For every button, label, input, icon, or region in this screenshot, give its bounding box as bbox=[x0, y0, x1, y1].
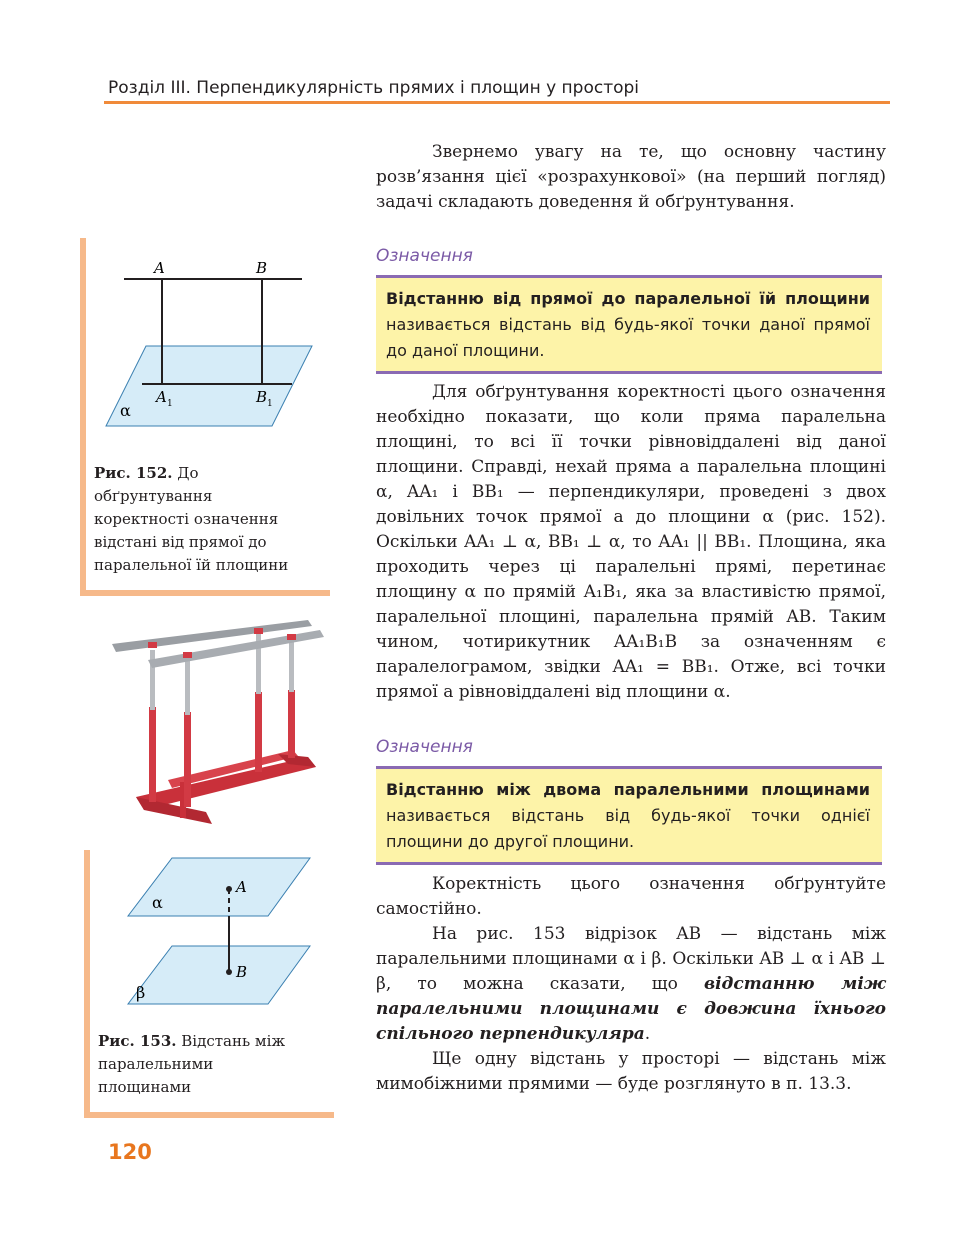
point-b bbox=[226, 969, 232, 975]
fig153-caption-label: Рис. 153. bbox=[98, 1032, 177, 1050]
definition-1-text: називається відстань від будь-якої точки даної прямої до даної площини. bbox=[386, 315, 870, 360]
point-a bbox=[226, 886, 232, 892]
plane-alpha bbox=[106, 346, 312, 426]
paragraph-3: Коректність цього означення обґрунтуйте самостійно. bbox=[376, 874, 886, 919]
paragraph-2: Для обґрунтування коректності цього означення необхідно показати, що коли пряма паралельна площині, то всі її точки рівновіддалені від даної площини. Справді, нехай пряма a паралельна площині α, AA₁ і BB₁ — перпендикуляри, проведені з двох довільних точок прямої a до площини α (рис. 152). Оскільки AA₁ ⊥ α, BB₁ ⊥ α, то AA₁ || BB₁. Площина, яка проходить через ці паралельні прямі, перетинає площину α по прямій A₁B₁, яка за властивістю прямої, паралельної площині, паралельна прямій AB. Таким чином, чотирикутник AA₁B₁B за означенням є паралелограмом, звідки AA₁ = BB₁. Отже, всі точки прямої a рівновіддалені від площини α. bbox=[376, 382, 886, 702]
paragraph-5: Ще одну відстань у просторі — відстань між мимобіжними прямими — буде розглянуто в п. 13.3. bbox=[376, 1049, 886, 1094]
paragraph-4-emphasis: відстанню між паралельними площинами є довжина їхнього спільного перпендикуляра bbox=[376, 974, 887, 1044]
plane-beta bbox=[128, 946, 310, 1004]
fig152-caption-text: До обґрунтування коректності означення відстані від прямої до паралельної їй площини bbox=[94, 464, 289, 574]
label-b: B bbox=[236, 963, 248, 981]
running-header: Розділ III. Перпендикулярність прямих і площин у просторі bbox=[108, 78, 640, 98]
fig153-caption bbox=[98, 1030, 298, 1099]
label-b1: B bbox=[256, 388, 268, 406]
label-b1-sub: 1 bbox=[267, 399, 273, 409]
parallel-bars-illustration bbox=[108, 612, 333, 837]
paragraph-4-start: На рис. 153 відрізок AB — відстань між паралельними площинами α і β. Оскільки AB ⊥ α і AB ⊥ β, то можна сказати, що bbox=[376, 924, 886, 994]
definition-1-term: Відстанню від прямої до паралельної їй площини bbox=[386, 289, 870, 308]
fig152-caption-label: Рис. 152. bbox=[94, 464, 173, 482]
fig152-caption bbox=[94, 462, 309, 577]
page-number: 120 bbox=[108, 1140, 152, 1164]
label-a: A bbox=[154, 259, 165, 277]
paragraph-4 bbox=[376, 922, 886, 1047]
definition-1-box bbox=[376, 275, 882, 374]
label-a1-sub: 1 bbox=[167, 399, 173, 409]
definition-2-heading: Означення bbox=[376, 737, 473, 757]
fig153-caption-text: Відстань між паралельними площинами bbox=[98, 1032, 286, 1096]
definition-2-box bbox=[376, 766, 882, 865]
label-alpha: α bbox=[120, 401, 131, 420]
definition-2-text: називається відстань від будь-якої точки однієї площини до другої площини. bbox=[386, 806, 870, 851]
fig152-diagram bbox=[96, 250, 316, 440]
label-beta: β bbox=[136, 983, 146, 1002]
label-alpha: α bbox=[152, 893, 163, 912]
definition-1-heading: Означення bbox=[376, 246, 473, 266]
paragraph-4-end: . bbox=[644, 1024, 651, 1044]
label-b: B bbox=[256, 259, 268, 277]
header-rule bbox=[104, 101, 890, 104]
label-a: A bbox=[236, 878, 247, 896]
definition-2-term: Відстанню між двома паралельними площинами bbox=[386, 780, 870, 799]
fig153-diagram bbox=[120, 852, 320, 1012]
paragraph-1: Звернемо увагу на те, що основну частину розв’язання цієї «розрахункової» (на перший погляд) задачі складають доведення й обґрунтування. bbox=[376, 142, 886, 212]
label-a1: A bbox=[156, 388, 167, 406]
